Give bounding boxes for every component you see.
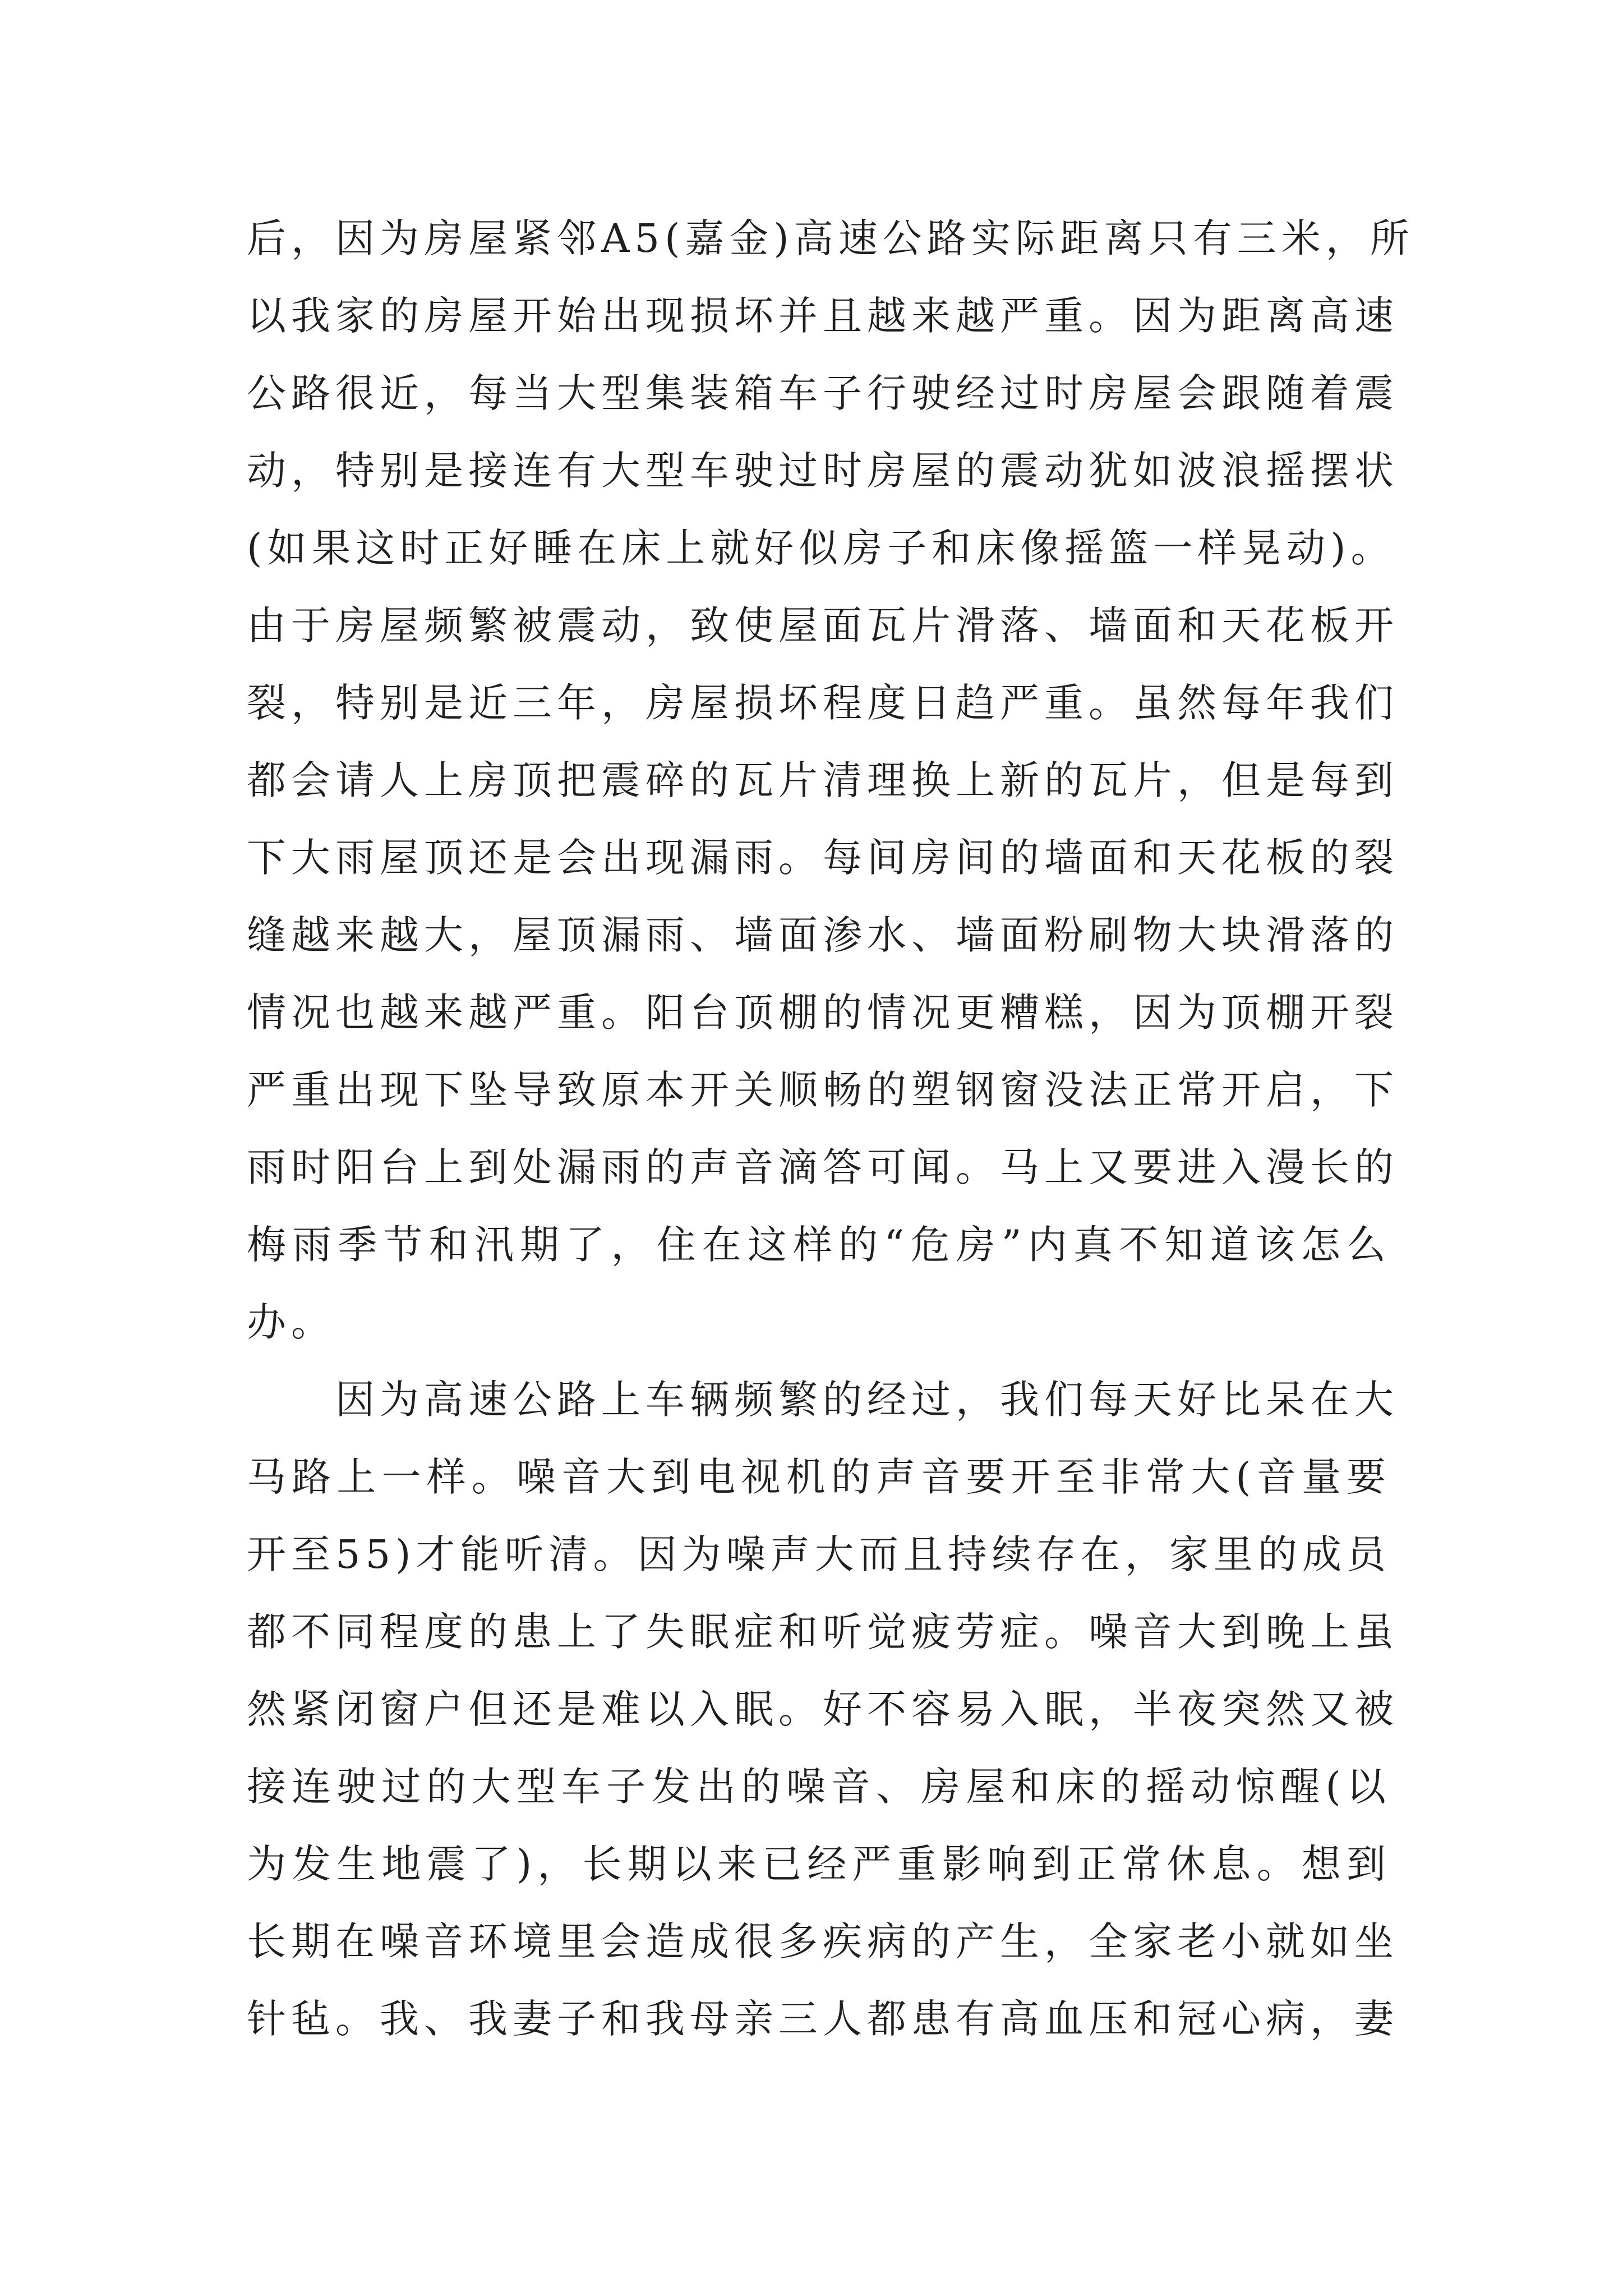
body-text [247,200,1414,2058]
text-line: 办。 [247,1299,335,1345]
text-line: 后，因为房屋紧邻A5(嘉金)高速公路实际距离只有三米，所 [247,215,1414,261]
text-line: 因为高速公路上车辆频繁的经过，我们每天好比呆在大 [335,1377,1399,1423]
text-line: 梅雨季节和汛期了，住在这样的“危房”内真不知道该怎么 [247,1222,1391,1268]
text-line: 接连驶过的大型车子发出的噪音、房屋和床的摇动惊醒(以 [247,1764,1391,1810]
text-line: 为发生地震了)，长期以来已经严重影响到正常休息。想到 [247,1841,1391,1887]
text-line: 都不同程度的患上了失眠症和听觉疲劳症。噪音大到晚上虽 [247,1609,1399,1655]
text-line: 下大雨屋顶还是会出现漏雨。每间房间的墙面和天花板的裂 [247,835,1399,881]
text-line: 然紧闭窗户但还是难以入眠。好不容易入眠，半夜突然又被 [247,1686,1399,1732]
text-line: 以我家的房屋开始出现损坏并且越来越严重。因为距离高速 [247,293,1399,339]
paragraph-2 [247,1361,1399,2058]
text-line: 情况也越来越严重。阳台顶棚的情况更糟糕，因为顶棚开裂 [247,990,1399,1036]
text-line: 都会请人上房顶把震碎的瓦片清理换上新的瓦片，但是每到 [247,757,1399,803]
text-line: 裂，特别是近三年，房屋损坏程度日趋严重。虽然每年我们 [247,680,1399,726]
text-line: 缝越来越大，屋顶漏雨、墙面渗水、墙面粉刷物大块滑落的 [247,912,1399,958]
text-line: 针毡。我、我妻子和我母亲三人都患有高血压和冠心病，妻 [247,1996,1399,2042]
text-line: 长期在噪音环境里会造成很多疾病的产生，全家老小就如坐 [247,1918,1399,1964]
text-line: 开至55)才能听清。因为噪声大而且持续存在，家里的成员 [247,1531,1391,1577]
text-line: 由于房屋频繁被震动，致使屋面瓦片滑落、墙面和天花板开 [247,602,1399,648]
text-line: 雨时阳台上到处漏雨的声音滴答可闻。马上又要进入漫长的 [247,1144,1399,1190]
text-line: (如果这时正好睡在床上就好似房子和床像摇篮一样晃动)。 [247,525,1395,571]
text-line: 动，特别是接连有大型车驶过时房屋的震动犹如波浪摇摆状 [247,448,1399,494]
paragraph-1 [247,200,1414,1361]
text-line: 马路上一样。噪音大到电视机的声音要开至非常大(音量要 [247,1454,1391,1500]
text-line: 严重出现下坠导致原本开关顺畅的塑钢窗没法正常开启，下 [247,1067,1399,1113]
text-line: 公路很近，每当大型集装箱车子行驶经过时房屋会跟随着震 [247,370,1399,416]
